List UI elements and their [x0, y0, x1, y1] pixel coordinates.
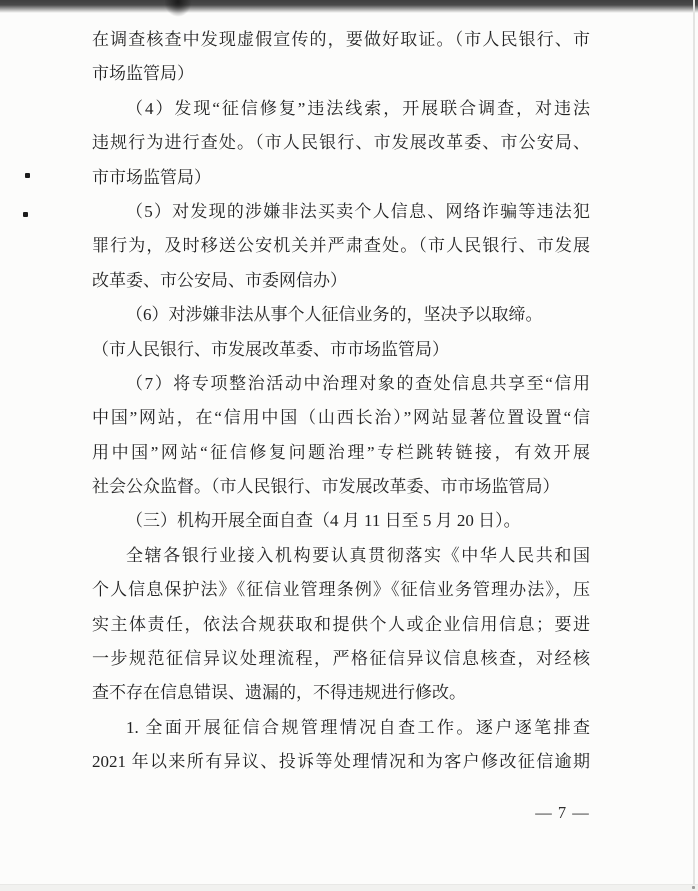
- text-line: 罪行为，及时移送公安机关并严肃查处。（市人民银行、市发展: [92, 236, 590, 256]
- text-line: 社会公众监督。（市人民银行、市发展改革委、市市场监管局）: [92, 477, 560, 497]
- text-line: （5）对发现的涉嫌非法买卖个人信息、网络诈骗等违法犯: [126, 201, 590, 221]
- text-line: 市市场监管局）: [92, 167, 211, 187]
- text-line: 2021 年以来所有异议、投诉等处理情况和为客户修改征信逾期: [92, 752, 590, 772]
- text-line: 中国”网站，在“信用中国（山西长治）”网站显著位置设置“信: [92, 408, 590, 428]
- scan-edge-right: [693, 0, 695, 891]
- text-line: 在调查核查中发现虚假宣传的，要做好取证。（市人民银行、市: [92, 30, 590, 49]
- scan-speck: [692, 886, 695, 889]
- text-line: 一步规范征信异议处理流程，严格征信异议信息核查，对经核: [92, 649, 590, 669]
- document-body: [92, 23, 590, 780]
- text-line: （4）发现“征信修复”违法线索，开展联合调查，对违法: [126, 98, 590, 118]
- scan-speck: [23, 212, 28, 217]
- text-line: （7）将专项整治活动中治理对象的查处信息共享至“信用: [126, 373, 590, 393]
- text-line: （6）对涉嫌非法从事个人征信业务的，坚决予以取缔。: [126, 305, 543, 325]
- text-line: 查不存在信息错误、遗漏的，不得违规进行修改。: [92, 683, 466, 703]
- page-number: — 7 —: [535, 803, 590, 822]
- text-line: 改革委、市公安局、市委网信办）: [92, 270, 347, 290]
- text-line: 全辖各银行业接入机构要认真贯彻落实《中华人民共和国: [126, 545, 590, 565]
- scan-edge-bottom: [0, 884, 698, 891]
- text-line: 用中国”网站“征信修复问题治理”专栏跳转链接，有效开展: [92, 442, 590, 462]
- scan-edge-top: [0, 0, 698, 13]
- text-line: （市人民银行、市发展改革委、市市场监管局）: [92, 339, 449, 359]
- scan-smudge: [164, 0, 192, 17]
- text-line: 违规行为进行查处。（市人民银行、市发展改革委、市公安局、: [92, 133, 590, 153]
- text-line: 1. 全面开展征信合规管理情况自查工作。逐户逐笔排查: [126, 717, 590, 737]
- text-line: （三）机构开展全面自查（4 月 11 日至 5 月 20 日）。: [126, 511, 521, 531]
- text-line: 个人信息保护法》《征信业管理条例》《征信业务管理办法》，压: [92, 580, 590, 600]
- scan-speck: [25, 173, 30, 178]
- text-line: 实主体责任，依法合规获取和提供个人或企业信用信息；要进: [92, 614, 590, 634]
- text-line: 市场监管局）: [92, 64, 194, 84]
